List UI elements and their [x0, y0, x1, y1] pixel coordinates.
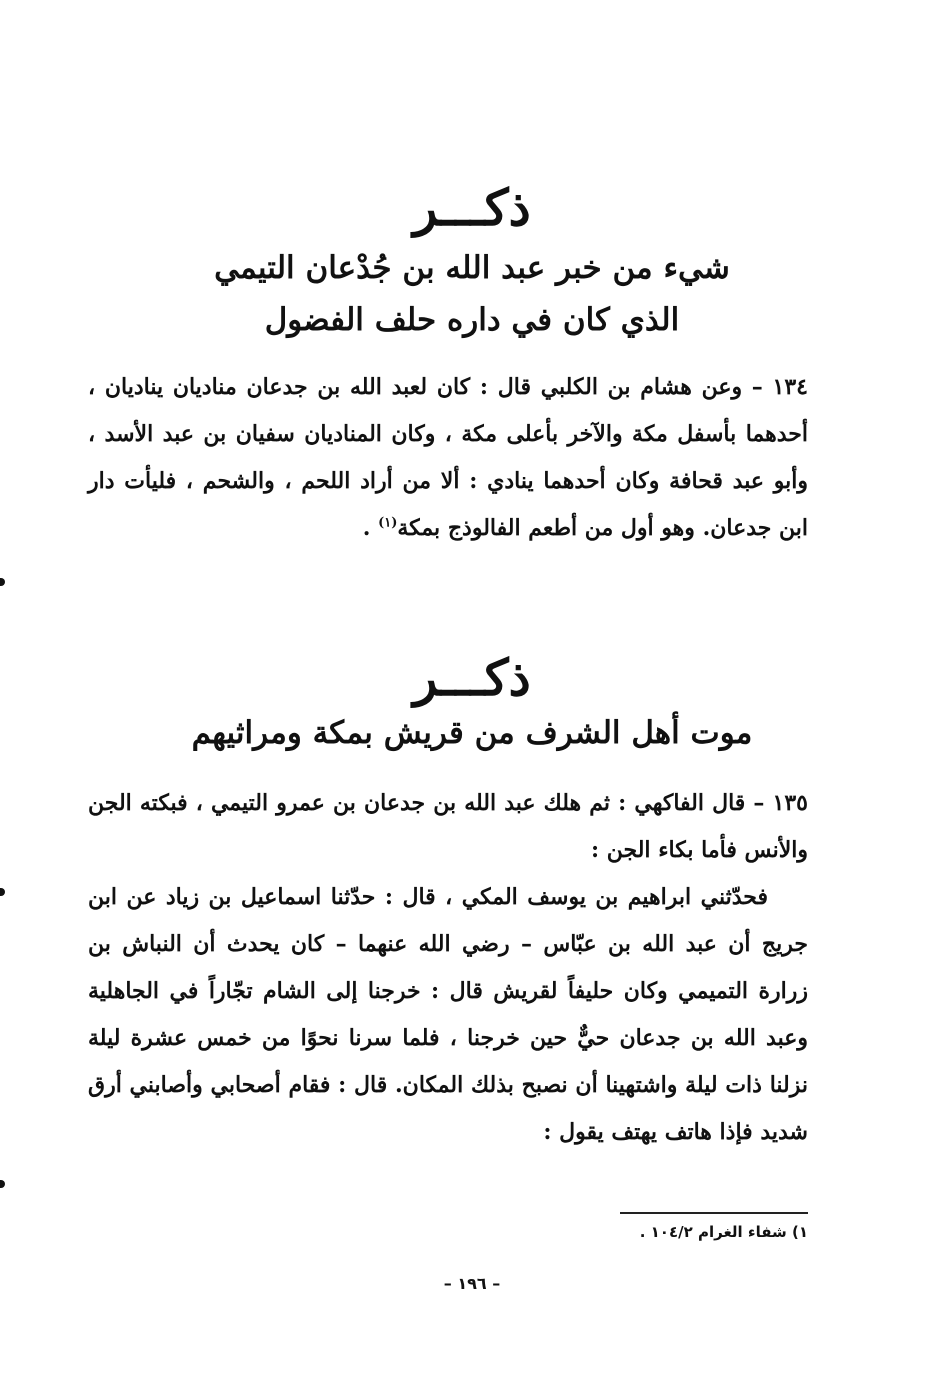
- section-heading-1-line2: الذي كان في داره حلف الفضول: [264, 302, 680, 338]
- scan-edge-mark: [0, 578, 5, 586]
- section-word-2: ذكـــر: [413, 648, 531, 707]
- paragraph-134: [88, 364, 808, 552]
- paragraph-135: ١٣٥ – قال الفاكهي : ثم هلك عبد الله بن جدعان بن عمرو التيمي ، فبكته الجن والأنس فأما بكاء الجن :: [88, 790, 808, 863]
- paragraph-135-narration: فحدّثني ابراهيم بن يوسف المكي ، قال : حدّثنا اسماعيل بن زياد عن ابن جريج أن عبد الله بن عبّاس – رضي الله عنهما – كان يحدث أن النباش بن زرارة التميمي وكان حليفاً لقريش قال : خرجنا إلى الشام تجّاراً في الجاهلية وعبد الله بن جدعان حيٌّ حين خرجنا ، فلما سرنا نحوًا من خمس عشرة ليلة نزلنا ذات ليلة واشتهينا أن نصبح بذلك المكان. قال : فقام أصحابي وأصابني أرق شديد فإذا هاتف يهتف يقول :: [88, 884, 808, 1145]
- page-number: – ١٩٦ –: [443, 1274, 501, 1293]
- paragraph-134-text: ١٣٤ – وعن هشام بن الكلبي قال : كان لعبد الله بن جدعان مناديان يناديان ، أحدهما بأسفل مكة والآخر بأعلى مكة ، وكان المناديان سفيان بن عبد الأسد ، وأبو عبد قحافة وكان أحدهما ينادي : ألا من أراد اللحم ، والشحم ، فليأت دار ابن جدعان. وهو أول من أطعم الفالوذج بمكة: [88, 374, 808, 541]
- footnote: ١) شفاء الغرام ١٠٤/٢ .: [639, 1223, 808, 1241]
- paragraph-134-end: .: [362, 515, 379, 541]
- scan-edge-mark: [0, 1180, 5, 1188]
- footnote-marker: (١): [378, 515, 398, 531]
- scan-edge-mark: [0, 888, 5, 896]
- footnote-divider: [620, 1212, 808, 1214]
- section-heading-2-line1: موت أهل الشرف من قريش بمكة ومراثيهم: [191, 715, 753, 751]
- section-heading-1-line1: شيء من خبر عبد الله بن جُدْعان التيمي: [214, 250, 730, 286]
- section-word-1: ذكـــر: [413, 178, 531, 237]
